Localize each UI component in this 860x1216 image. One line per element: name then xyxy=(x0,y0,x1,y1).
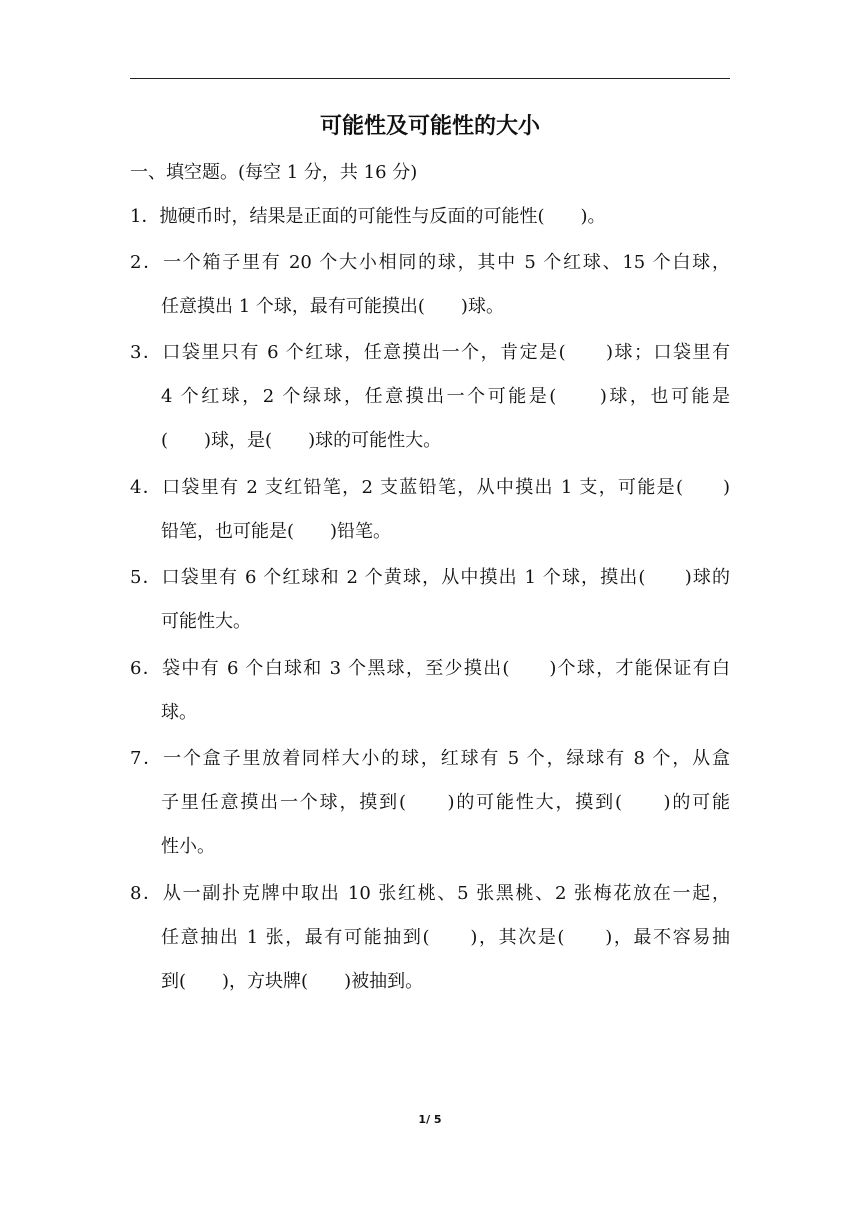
question-line: 4．口袋里有 2 支红铅笔，2 支蓝铅笔，从中摸出 1 支，可能是( ) xyxy=(130,477,730,498)
question-4 xyxy=(130,473,730,561)
question-line: 任意抽出 1 张，最有可能抽到( )，其次是( )，最不容易抽 xyxy=(161,927,730,948)
page-title: 可能性及可能性的大小 xyxy=(319,114,540,139)
question-2 xyxy=(130,248,730,336)
question-line: 到( )，方块牌( )被抽到。 xyxy=(161,971,424,992)
question-line: 2．一个箱子里有 20 个大小相同的球，其中 5 个红球、15 个白球， xyxy=(130,252,730,273)
question-line: 任意摸出 1 个球，最有可能摸出( )球。 xyxy=(161,296,504,317)
question-8 xyxy=(130,879,730,1011)
question-line: 5．口袋里有 6 个红球和 2 个黄球，从中摸出 1 个球，摸出( )球的 xyxy=(130,567,730,588)
header-rule xyxy=(130,78,730,79)
question-1 xyxy=(130,202,730,246)
question-6 xyxy=(130,654,730,742)
question-line: 6．袋中有 6 个白球和 3 个黑球，至少摸出( )个球，才能保证有白 xyxy=(130,658,730,679)
question-line: 性小。 xyxy=(161,836,215,857)
question-line: 可能性大。 xyxy=(161,611,251,632)
question-line: 7．一个盒子里放着同样大小的球，红球有 5 个，绿球有 8 个，从盒 xyxy=(130,748,730,769)
section-heading: 一、填空题。(每空 1 分，共 16 分) xyxy=(130,162,418,183)
question-line: 1．抛硬币时，结果是正面的可能性与反面的可能性( )。 xyxy=(130,206,606,227)
question-line: 球。 xyxy=(161,702,197,723)
question-5 xyxy=(130,563,730,651)
question-line: ( )球，是( )球的可能性大。 xyxy=(161,430,442,451)
question-3 xyxy=(130,338,730,470)
question-line: 铅笔，也可能是( )铅笔。 xyxy=(161,521,392,542)
question-line: 3．口袋里只有 6 个红球，任意摸出一个，肯定是( )球；口袋里有 xyxy=(130,342,730,363)
question-line: 子里任意摸出一个球，摸到( )的可能性大，摸到( )的可能 xyxy=(161,792,730,813)
page-number: 1/ 5 xyxy=(418,1113,442,1126)
question-line: 4 个红球，2 个绿球，任意摸出一个可能是( )球，也可能是 xyxy=(161,386,730,407)
question-line: 8．从一副扑克牌中取出 10 张红桃、5 张黑桃、2 张梅花放在一起， xyxy=(130,883,730,904)
question-7 xyxy=(130,744,730,876)
